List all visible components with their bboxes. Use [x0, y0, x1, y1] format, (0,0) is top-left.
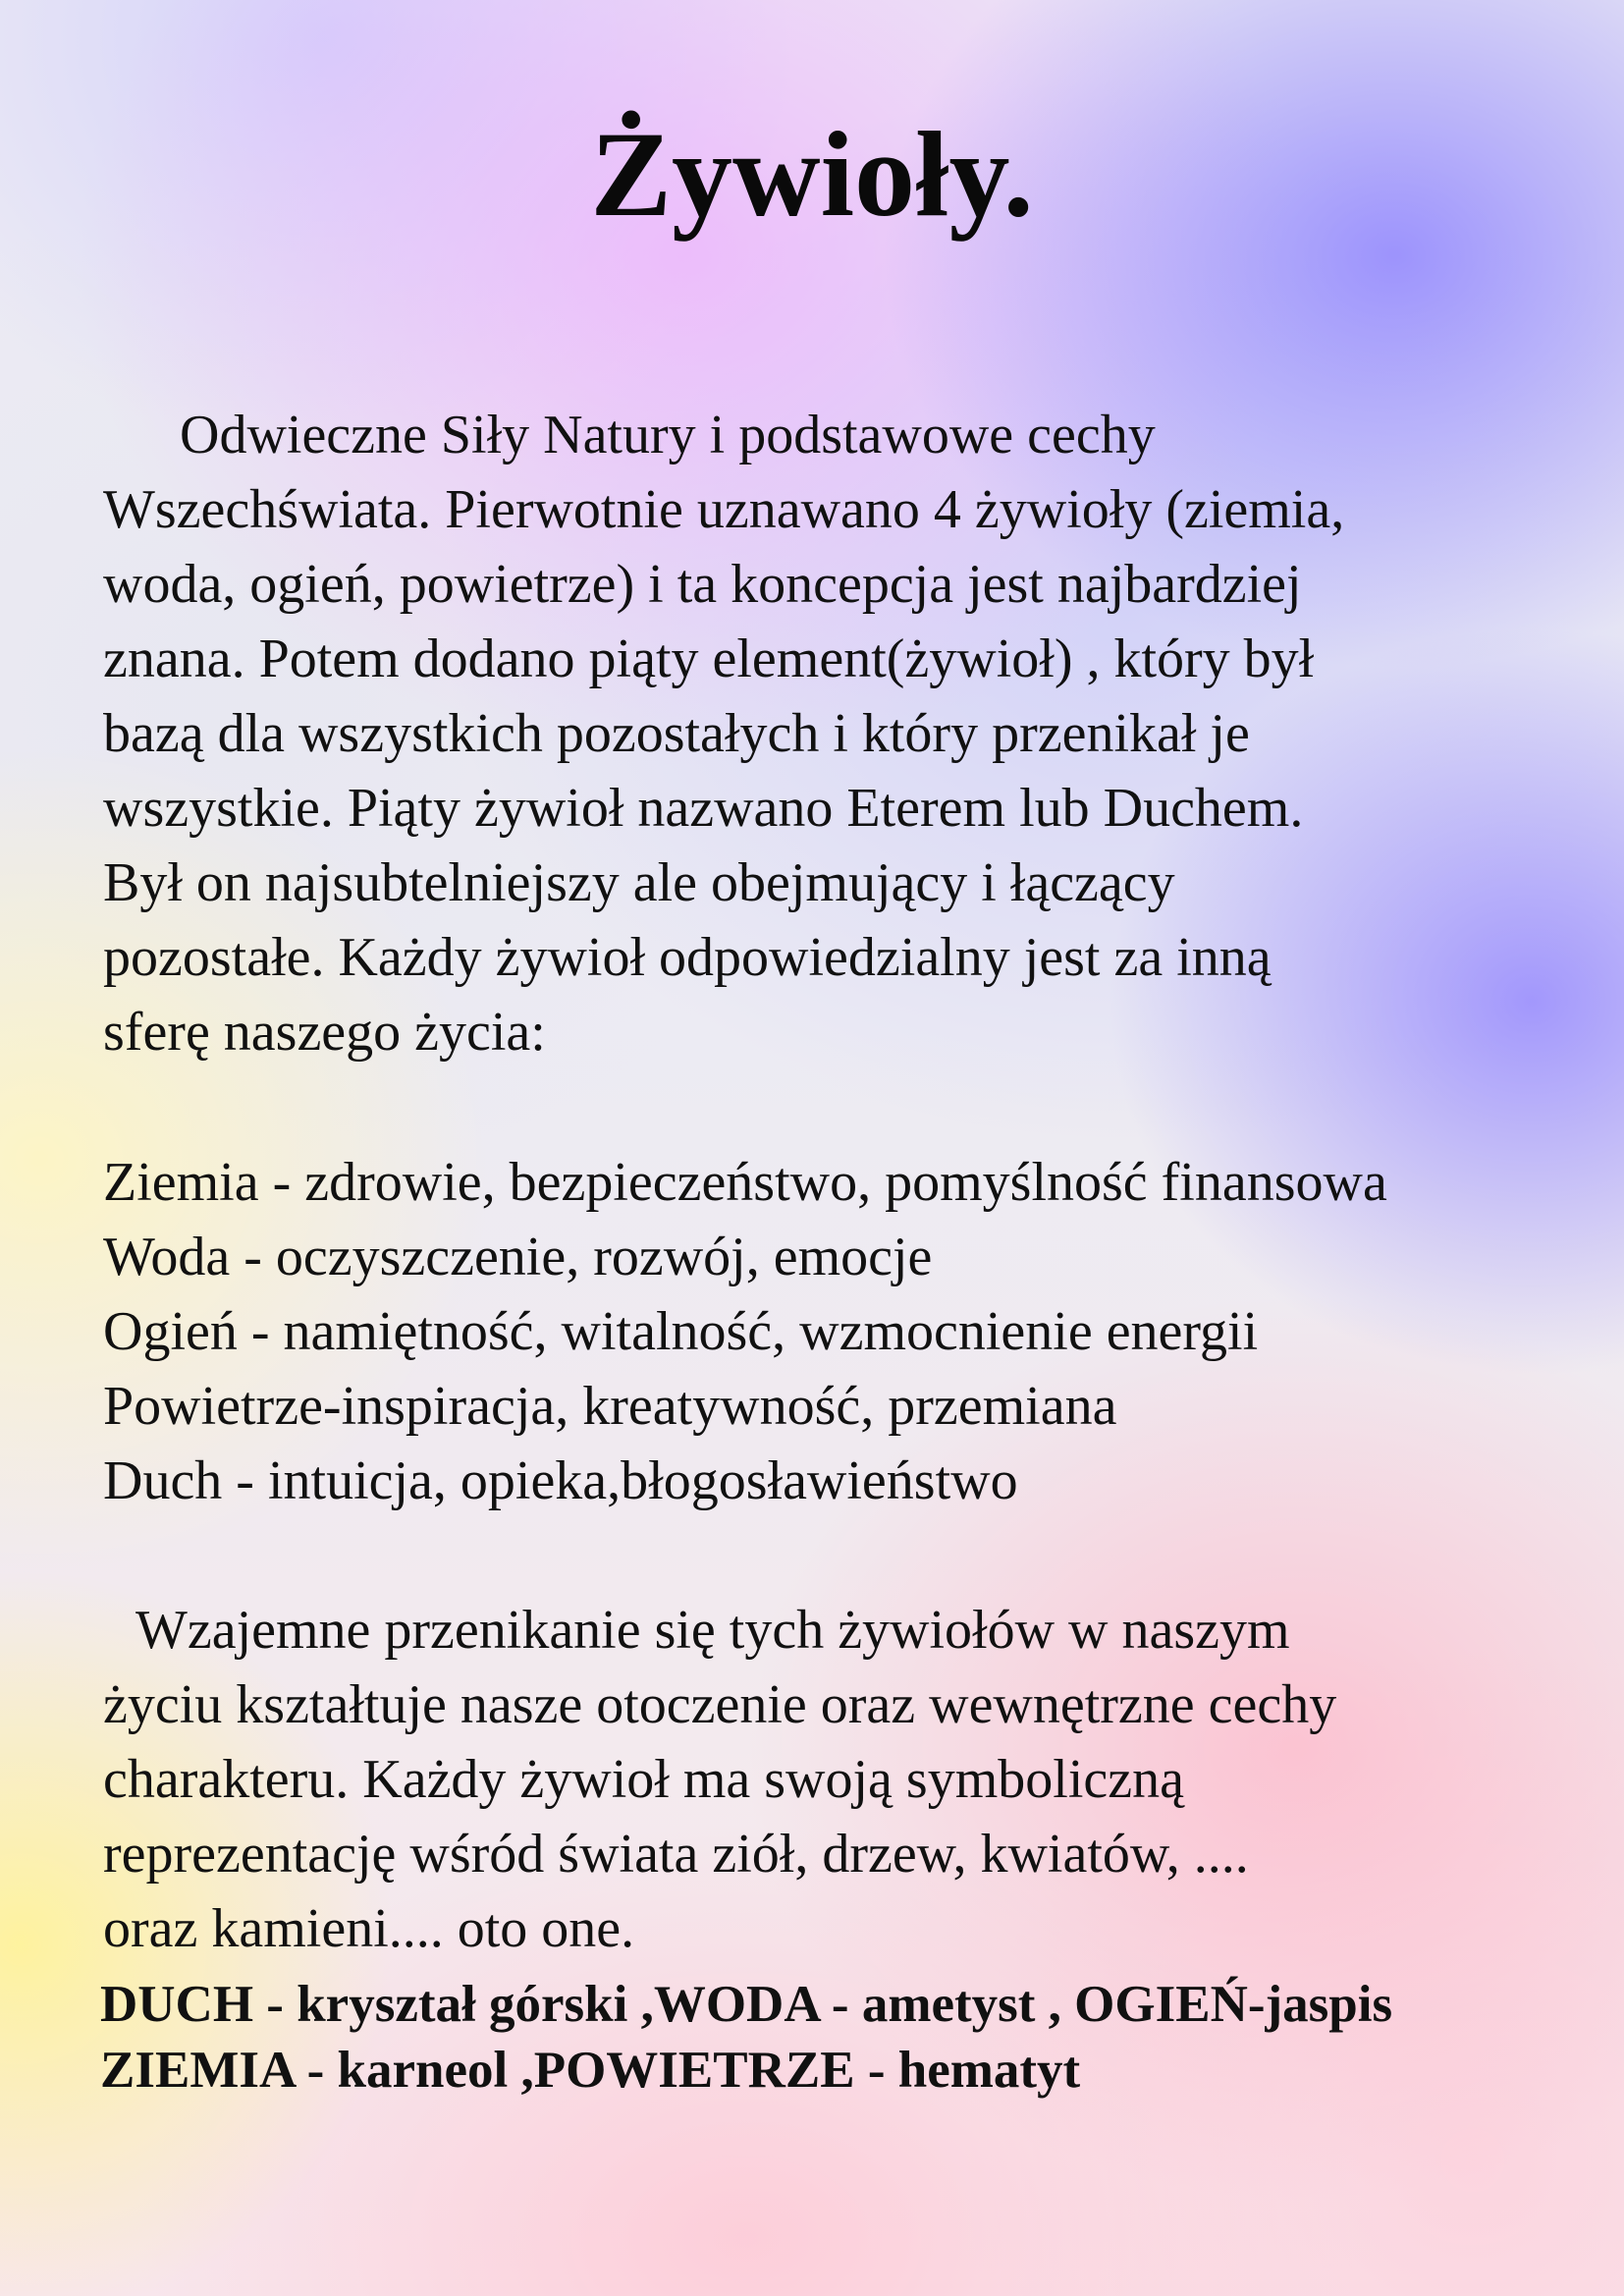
closing-line: oraz kamieni.... oto one.	[103, 1898, 635, 1959]
intro-line: Był on najsubtelniejszy ale obejmujący i łączący	[103, 852, 1175, 913]
list-item-water: Woda - oczyszczenie, rozwój, emocje	[103, 1227, 933, 1287]
list-item-earth: Ziemia - zdrowie, bezpieczeństwo, pomyślność finansowa	[103, 1152, 1387, 1213]
list-item-spirit: Duch - intuicja, opieka,błogosławieństwo	[103, 1450, 1018, 1511]
page-title: Żywioły.	[590, 107, 1034, 242]
stones-line: ZIEMIA - karneol ,POWIETRZE - hematyt	[100, 2042, 1081, 2099]
closing-paragraph	[103, 1593, 1336, 1966]
closing-line: Wzajemne przenikanie się tych żywiołów w naszym	[135, 1600, 1290, 1661]
intro-line: sferę naszego życia:	[103, 1002, 546, 1063]
stones-line: DUCH - kryształ górski ,WODA - ametyst , OGIEŃ-jaspis	[100, 1976, 1393, 2033]
list-item-air: Powietrze-inspiracja, kreatywność, przemiana	[103, 1376, 1117, 1437]
list-item-fire: Ogień - namiętność, witalność, wzmocnienie energii	[103, 1301, 1259, 1362]
intro-line: pozostałe. Każdy żywioł odpowiedzialny jest za inną	[103, 927, 1272, 988]
intro-line: Wszechświata. Pierwotnie uznawano 4 żywioły (ziemia,	[103, 479, 1345, 540]
closing-line: życiu kształtuje nasze otoczenie oraz wewnętrzne cechy	[103, 1674, 1337, 1735]
intro-line: wszystkie. Piąty żywioł nazwano Eterem lub Duchem.	[103, 778, 1304, 839]
intro-line: Odwieczne Siły Natury i podstawowe cechy	[180, 405, 1156, 465]
intro-line: znana. Potem dodano piąty element(żywioł) , który był	[103, 629, 1315, 689]
closing-line: reprezentację wśród świata ziół, drzew, kwiatów, ....	[103, 1824, 1249, 1885]
intro-line: woda, ogień, powietrze) i ta koncepcja jest najbardziej	[103, 554, 1302, 615]
intro-line: bazą dla wszystkich pozostałych i który przenikał je	[103, 703, 1250, 764]
stones-summary	[100, 1972, 1392, 2104]
closing-line: charakteru. Każdy żywioł ma swoją symboliczną	[103, 1749, 1184, 1810]
elements-list	[103, 1145, 1387, 1518]
intro-paragraph	[103, 398, 1344, 1069]
